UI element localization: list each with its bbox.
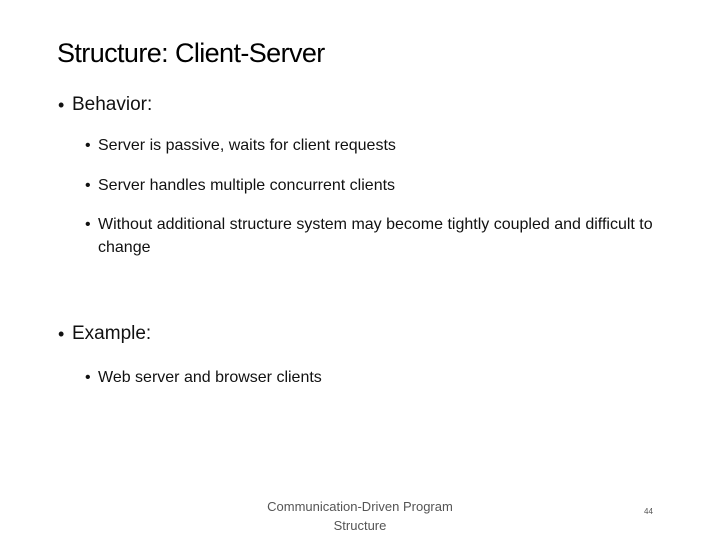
bullet-label: Behavior:	[72, 94, 153, 115]
footer-line: Communication-Driven Program	[267, 499, 453, 514]
slide-footer	[240, 497, 480, 535]
sub-bullet-text: Without additional structure system may become tightly coupled and difficult to change	[98, 216, 653, 256]
sub-bullet	[85, 366, 675, 389]
bullet-icon: •	[85, 369, 91, 386]
bullet-icon: •	[85, 137, 91, 154]
sub-bullet-text: Server handles multiple concurrent clients	[98, 177, 396, 194]
page-number: 44	[644, 507, 653, 516]
bullet-icon: •	[85, 177, 91, 194]
sub-bullet	[85, 134, 675, 157]
bullet-label: Example:	[72, 323, 152, 344]
bullet-behavior	[58, 93, 698, 117]
bullet-example	[58, 322, 698, 346]
bullet-icon: •	[58, 95, 65, 115]
slide-title: Structure: Client-Server	[57, 38, 325, 68]
sub-bullet-text: Server is passive, waits for client requests	[98, 137, 396, 154]
sub-bullet	[85, 213, 675, 259]
sub-bullet-text: Web server and browser clients	[98, 369, 322, 386]
bullet-icon: •	[85, 216, 91, 233]
footer-line: Structure	[333, 518, 387, 533]
bullet-icon: •	[58, 324, 65, 344]
sub-bullet	[85, 174, 675, 197]
